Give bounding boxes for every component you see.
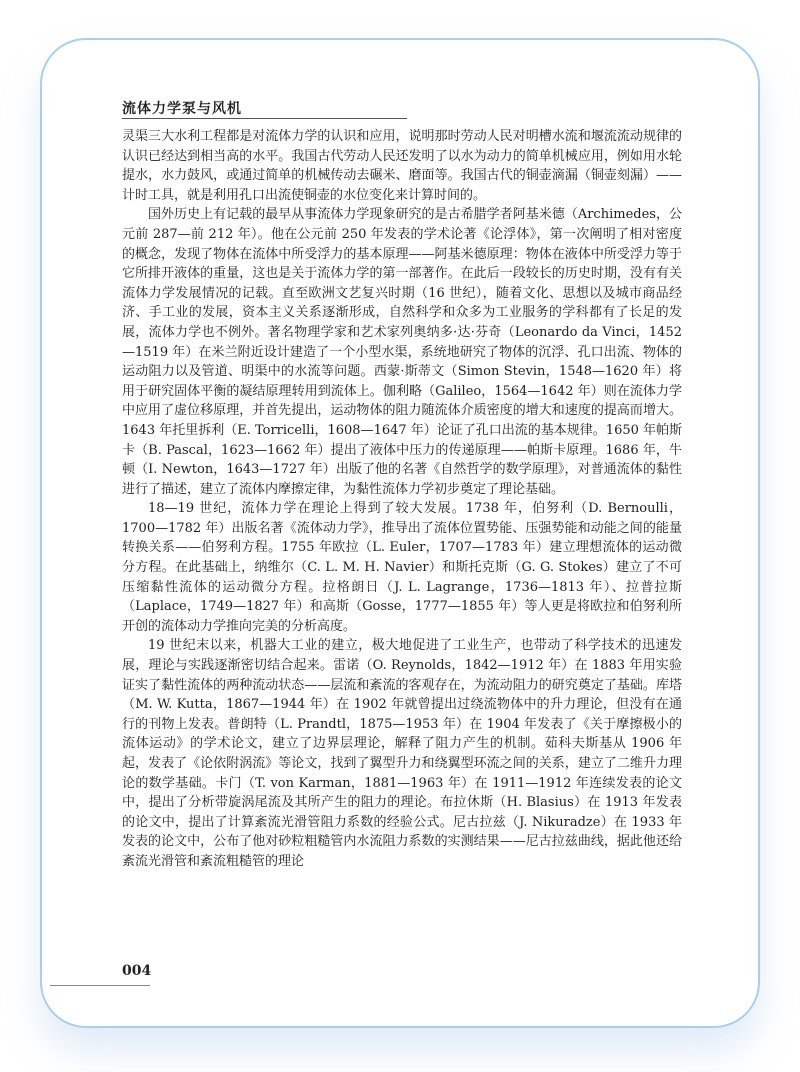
body-text	[122, 127, 682, 872]
paragraph: 18—19 世纪，流体力学在理论上得到了较大发展。1738 年，伯努利（D. Bernoulli，1700—1782 年）出版名著《流体动力学》，推导出了流体位置势能、压强势能和动能之间的能量转换关系——伯努利方程。1755 年欧拉（L. Euler，1707—1783 年）建立理想流体的运动微分方程。在此基础上，纳维尔（C. L. M. H. Navier）和斯托克斯（G. G. Stokes）建立了不可压缩黏性流体的运动微分方程。拉格朗日（J. L. Lagrange，1736—1813 年）、拉普拉斯（Laplace，1749—1827 年）和高斯（Gosse，1777—1855 年）等人更是将欧拉和伯努利所开创的流体动力学推向完美的分析高度。	[122, 501, 682, 634]
page-number: 004	[122, 963, 152, 979]
paragraph: 19 世纪末以来，机器大工业的建立，极大地促进了工业生产，也带动了科学技术的迅速发展，理论与实践逐渐密切结合起来。雷诺（O. Reynolds，1842—1912 年）在 1883 年用实验证实了黏性流体的两种流动状态——层流和紊流的客观存在，为流动阻力的研究奠定了基础。库塔（M. W. Kutta，1867—1944 年）在 1902 年就曾提出过绕流物体中的升力理论，但没有在通行的刊物上发表。普朗特（L. Prandtl，1875—1953 年）在 1904 年发表了《关于摩擦极小的流体运动》的学术论文，建立了边界层理论，解释了阻力产生的机制。茹科夫斯基从 1906 年起，发表了《论依附涡流》等论文，找到了翼型升力和绕翼型环流之间的关系，建立了二维升力理论的数学基础。卡门（T. von Karman，1881—1963 年）在 1911—1912 年连续发表的论文中，提出了分析带旋涡尾流及其所产生的阻力的理论。布拉休斯（H. Blasius）在 1913 年发表的论文中，提出了计算紊流光滑管阻力系数的经验公式。尼古拉兹（J. Nikuradze）在 1933 年发表的论文中，公布了他对砂粒粗糙管内水流阻力系数的实测结果——尼古拉兹曲线，据此他还给紊流光滑管和紊流粗糙管的理论	[122, 638, 682, 869]
header-rule	[122, 118, 407, 119]
paragraph: 灵渠三大水利工程都是对流体力学的认识和应用，说明那时劳动人民对明槽水流和堰流流动规律的认识已经达到相当高的水平。我国古代劳动人民还发明了以水为动力的简单机械应用，例如用水轮提水，水力鼓风，或通过简单的机械传动去碾米、磨面等。我国古代的铜壶滴漏（铜壶刻漏）——计时工具，就是利用孔口出流使铜壶的水位变化来计算时间的。	[122, 129, 682, 203]
running-header: 流体力学泵与风机	[122, 101, 242, 117]
footer-rule	[50, 985, 150, 986]
paragraph: 国外历史上有记载的最早从事流体力学现象研究的是古希腊学者阿基米德（Archimedes，公元前 287—前 212 年）。他在公元前 250 年发表的学术论著《论浮体》，第一次阐明了相对密度的概念，发现了物体在流体中所受浮力的基本原理——阿基米德原理：物体在液体中所受浮力等于它所排开液体的重量，这也是关于流体力学的第一部著作。在此后一段较长的历史时期，没有有关流体力学发展情况的记载。直至欧洲文艺复兴时期（16 世纪），随着文化、思想以及城市商品经济、手工业的发展，资本主义关系逐渐形成，自然科学和众多为工业服务的学科都有了长足的发展，流体力学也不例外。著名物理学家和艺术家列奥纳多·达·芬奇（Leonardo da Vinci，1452—1519 年）在米兰附近设计建造了一个小型水渠，系统地研究了物体的沉浮、孔口出流、物体的运动阻力以及管道、明渠中的水流等问题。西蒙·斯蒂文（Simon Stevin，1548—1620 年）将用于研究固体平衡的凝结原理转用到流体上。伽利略（Galileo，1564—1642 年）则在流体力学中应用了虚位移原理，并首先提出，运动物体的阻力随流体介质密度的增大和速度的提高而增大。1643 年托里拆利（E. Torricelli，1608—1647 年）论证了孔口出流的基本规律。1650 年帕斯卡（B. Pascal，1623—1662 年）提出了液体中压力的传递原理——帕斯卡原理。1686 年，牛顿（I. Newton，1643—1727 年）出版了他的名著《自然哲学的数学原理》，对普通流体的黏性进行了描述，建立了流体内摩擦定律，为黏性流体力学初步奠定了理论基础。	[122, 207, 683, 497]
